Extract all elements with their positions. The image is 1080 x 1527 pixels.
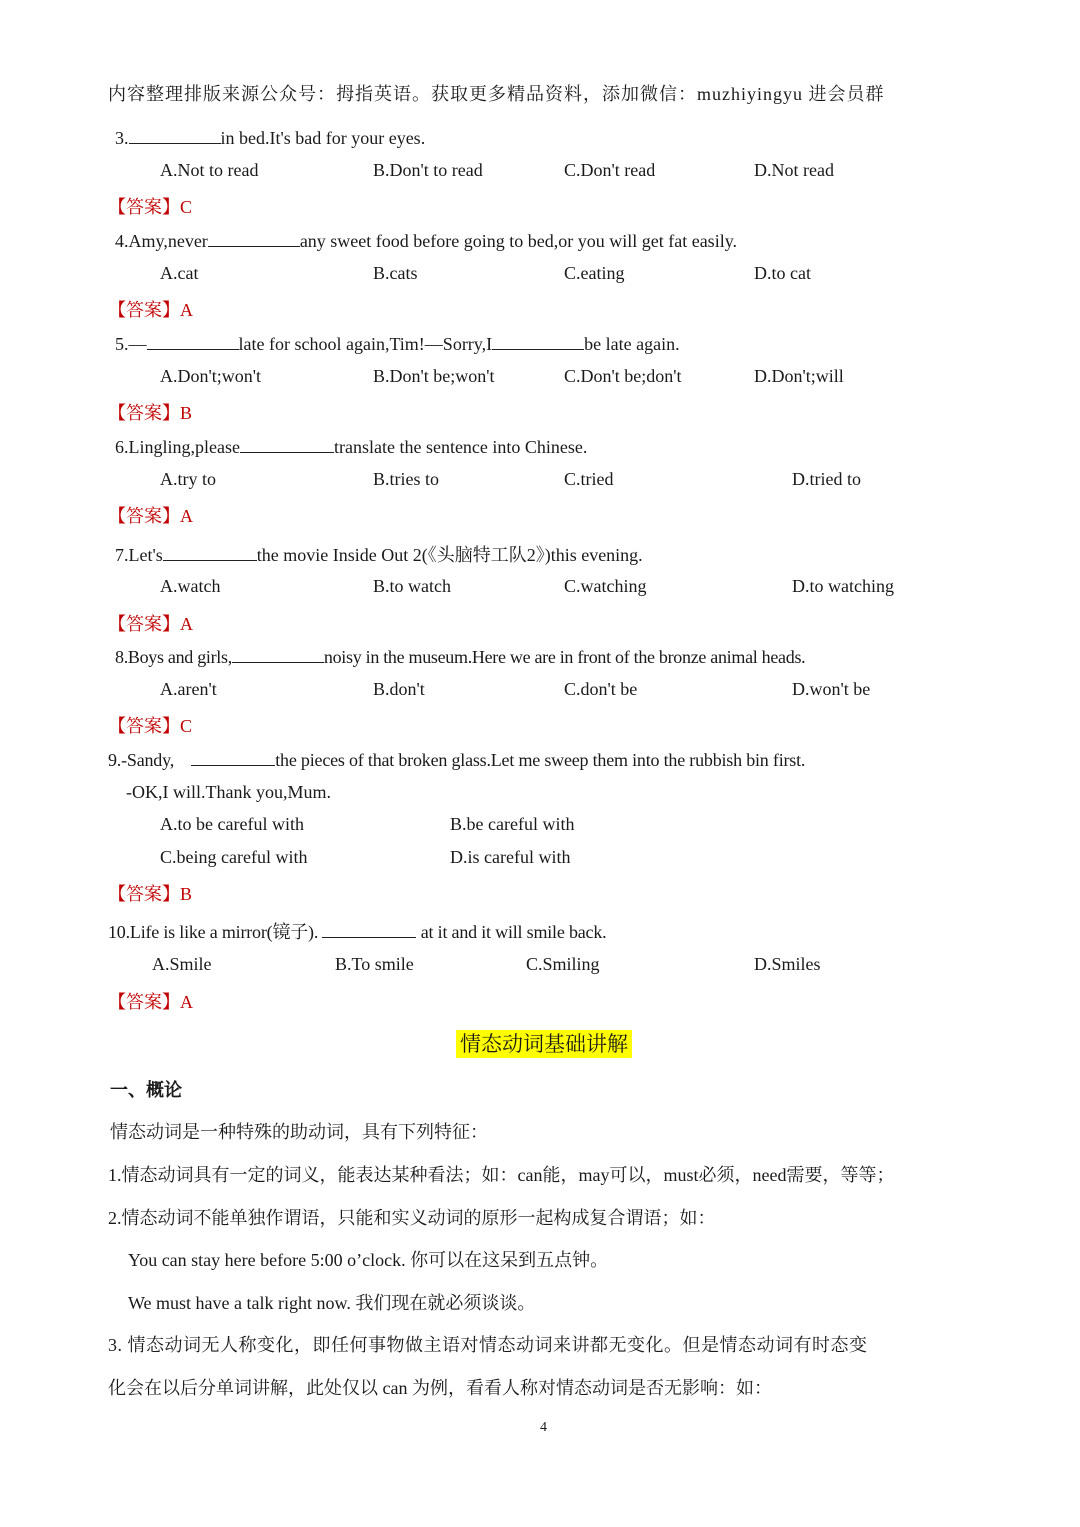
section-heading: 一、概论 bbox=[110, 1080, 182, 1101]
question-text: 6.Lingling,please bbox=[115, 437, 240, 457]
page-header: 内容整理排版来源公众号：拇指英语。获取更多精品资料，添加微信：muzhiyingyu 进会员群 bbox=[108, 84, 885, 104]
option-a: A.watch bbox=[160, 576, 221, 596]
option-b: B.Don't be;won't bbox=[373, 366, 495, 386]
question-10 bbox=[108, 918, 606, 944]
paragraph: 化会在以后分单词讲解，此处仅以 can 为例，看看人称对情态动词是否无影响：如： bbox=[108, 1378, 772, 1398]
option-c: C.watching bbox=[564, 576, 647, 596]
option-c: C.Don't read bbox=[564, 160, 656, 180]
option-d: D.Smiles bbox=[754, 954, 821, 974]
option-a: A.Don't;won't bbox=[160, 366, 261, 386]
question-text: the movie Inside Out 2(《头脑特工队2》)this evening. bbox=[256, 545, 643, 565]
answer: 【答案】A bbox=[108, 300, 193, 320]
example-sentence: You can stay here before 5:00 o’clock. 你可以在这呆到五点钟。 bbox=[128, 1250, 609, 1270]
question-text: at it and it will smile back. bbox=[420, 922, 607, 942]
answer-blank bbox=[232, 646, 324, 663]
question-8 bbox=[115, 646, 805, 668]
option-a: A.cat bbox=[160, 263, 199, 283]
question-text: in bed.It's bad for your eyes. bbox=[220, 128, 426, 148]
question-6 bbox=[115, 436, 587, 458]
option-d: D.to cat bbox=[754, 263, 811, 283]
option-b: B.Don't to read bbox=[373, 160, 483, 180]
question-text: be late again. bbox=[584, 334, 680, 354]
answer-blank bbox=[163, 544, 257, 561]
paragraph: 1.情态动词具有一定的词义，能表达某种看法；如：can能，may可以，must必须，need需要，等等； bbox=[108, 1165, 895, 1185]
question-4 bbox=[115, 230, 737, 252]
answer: 【答案】C bbox=[108, 716, 193, 736]
answer: 【答案】B bbox=[108, 403, 193, 423]
option-c: C.don't be bbox=[564, 679, 638, 699]
question-text: late for school again,Tim!—Sorry,I bbox=[238, 334, 493, 354]
question-text: any sweet food before going to bed,or you will get fat easily. bbox=[299, 231, 738, 251]
option-a: A.aren't bbox=[160, 679, 217, 699]
option-b: B.tries to bbox=[373, 469, 439, 489]
option-b: B.To smile bbox=[335, 954, 414, 974]
answer-blank bbox=[191, 749, 275, 766]
option-d: D.won't be bbox=[792, 679, 871, 699]
option-a: A.to be careful with bbox=[160, 814, 304, 834]
answer-blank bbox=[322, 921, 416, 938]
question-text: 3. bbox=[115, 128, 129, 148]
option-b: B.don't bbox=[373, 679, 425, 699]
option-b: B.to watch bbox=[373, 576, 451, 596]
answer: 【答案】A bbox=[108, 614, 193, 634]
page-number: 4 bbox=[540, 1420, 547, 1435]
example-sentence: We must have a talk right now. 我们现在就必须谈谈。 bbox=[128, 1293, 536, 1313]
question-5 bbox=[115, 333, 680, 355]
option-c: C.Don't be;don't bbox=[564, 366, 682, 386]
question-3 bbox=[115, 127, 425, 149]
option-a: A.try to bbox=[160, 469, 216, 489]
answer-blank bbox=[147, 333, 239, 350]
question-text: 9.-Sandy, bbox=[108, 750, 175, 770]
question-text: 5.— bbox=[115, 334, 147, 354]
option-d: D.tried to bbox=[792, 469, 861, 489]
section-title-text: 情态动词基础讲解 bbox=[456, 1030, 632, 1058]
question-text: the pieces of that broken glass.Let me sweep them into the rubbish bin first. bbox=[275, 750, 806, 770]
answer: 【答案】C bbox=[108, 197, 193, 217]
question-9 bbox=[108, 749, 805, 771]
question-7 bbox=[115, 541, 643, 567]
option-c: C.Smiling bbox=[526, 954, 600, 974]
question-text: 8.Boys and girls, bbox=[115, 647, 232, 667]
option-c: C.eating bbox=[564, 263, 625, 283]
answer: 【答案】A bbox=[108, 506, 193, 526]
option-a: A.Smile bbox=[152, 954, 212, 974]
question-text: 4.Amy,never bbox=[115, 231, 208, 251]
answer-blank bbox=[129, 127, 221, 144]
option-d: D.is careful with bbox=[450, 847, 571, 867]
option-a: A.Not to read bbox=[160, 160, 259, 180]
question-text: 7.Let's bbox=[115, 545, 163, 565]
option-d: D.Not read bbox=[754, 160, 834, 180]
paragraph: 情态动词是一种特殊的助动词，具有下列特征： bbox=[110, 1122, 488, 1142]
question-text: 10.Life is like a mirror(镜子). bbox=[108, 922, 319, 942]
answer-blank bbox=[208, 230, 300, 247]
option-c: C.being careful with bbox=[160, 847, 308, 867]
section-title bbox=[456, 1028, 632, 1058]
option-d: D.Don't;will bbox=[754, 366, 844, 386]
question-text: translate the sentence into Chinese. bbox=[333, 437, 588, 457]
option-b: B.be careful with bbox=[450, 814, 575, 834]
option-c: C.tried bbox=[564, 469, 614, 489]
option-d: D.to watching bbox=[792, 576, 894, 596]
answer-blank bbox=[240, 436, 334, 453]
answer: 【答案】A bbox=[108, 992, 193, 1012]
question-text: noisy in the museum.Here we are in front of the bronze animal heads. bbox=[323, 647, 806, 667]
paragraph: 3. 情态动词无人称变化，即任何事物做主语对情态动词来讲都无变化。但是情态动词有时态变 bbox=[108, 1335, 868, 1355]
question-9-reply: -OK,I will.Thank you,Mum. bbox=[126, 782, 331, 802]
paragraph: 2.情态动词不能单独作谓语，只能和实义动词的原形一起构成复合谓语；如： bbox=[108, 1208, 716, 1228]
answer-blank bbox=[492, 333, 584, 350]
option-b: B.cats bbox=[373, 263, 418, 283]
answer: 【答案】B bbox=[108, 884, 193, 904]
